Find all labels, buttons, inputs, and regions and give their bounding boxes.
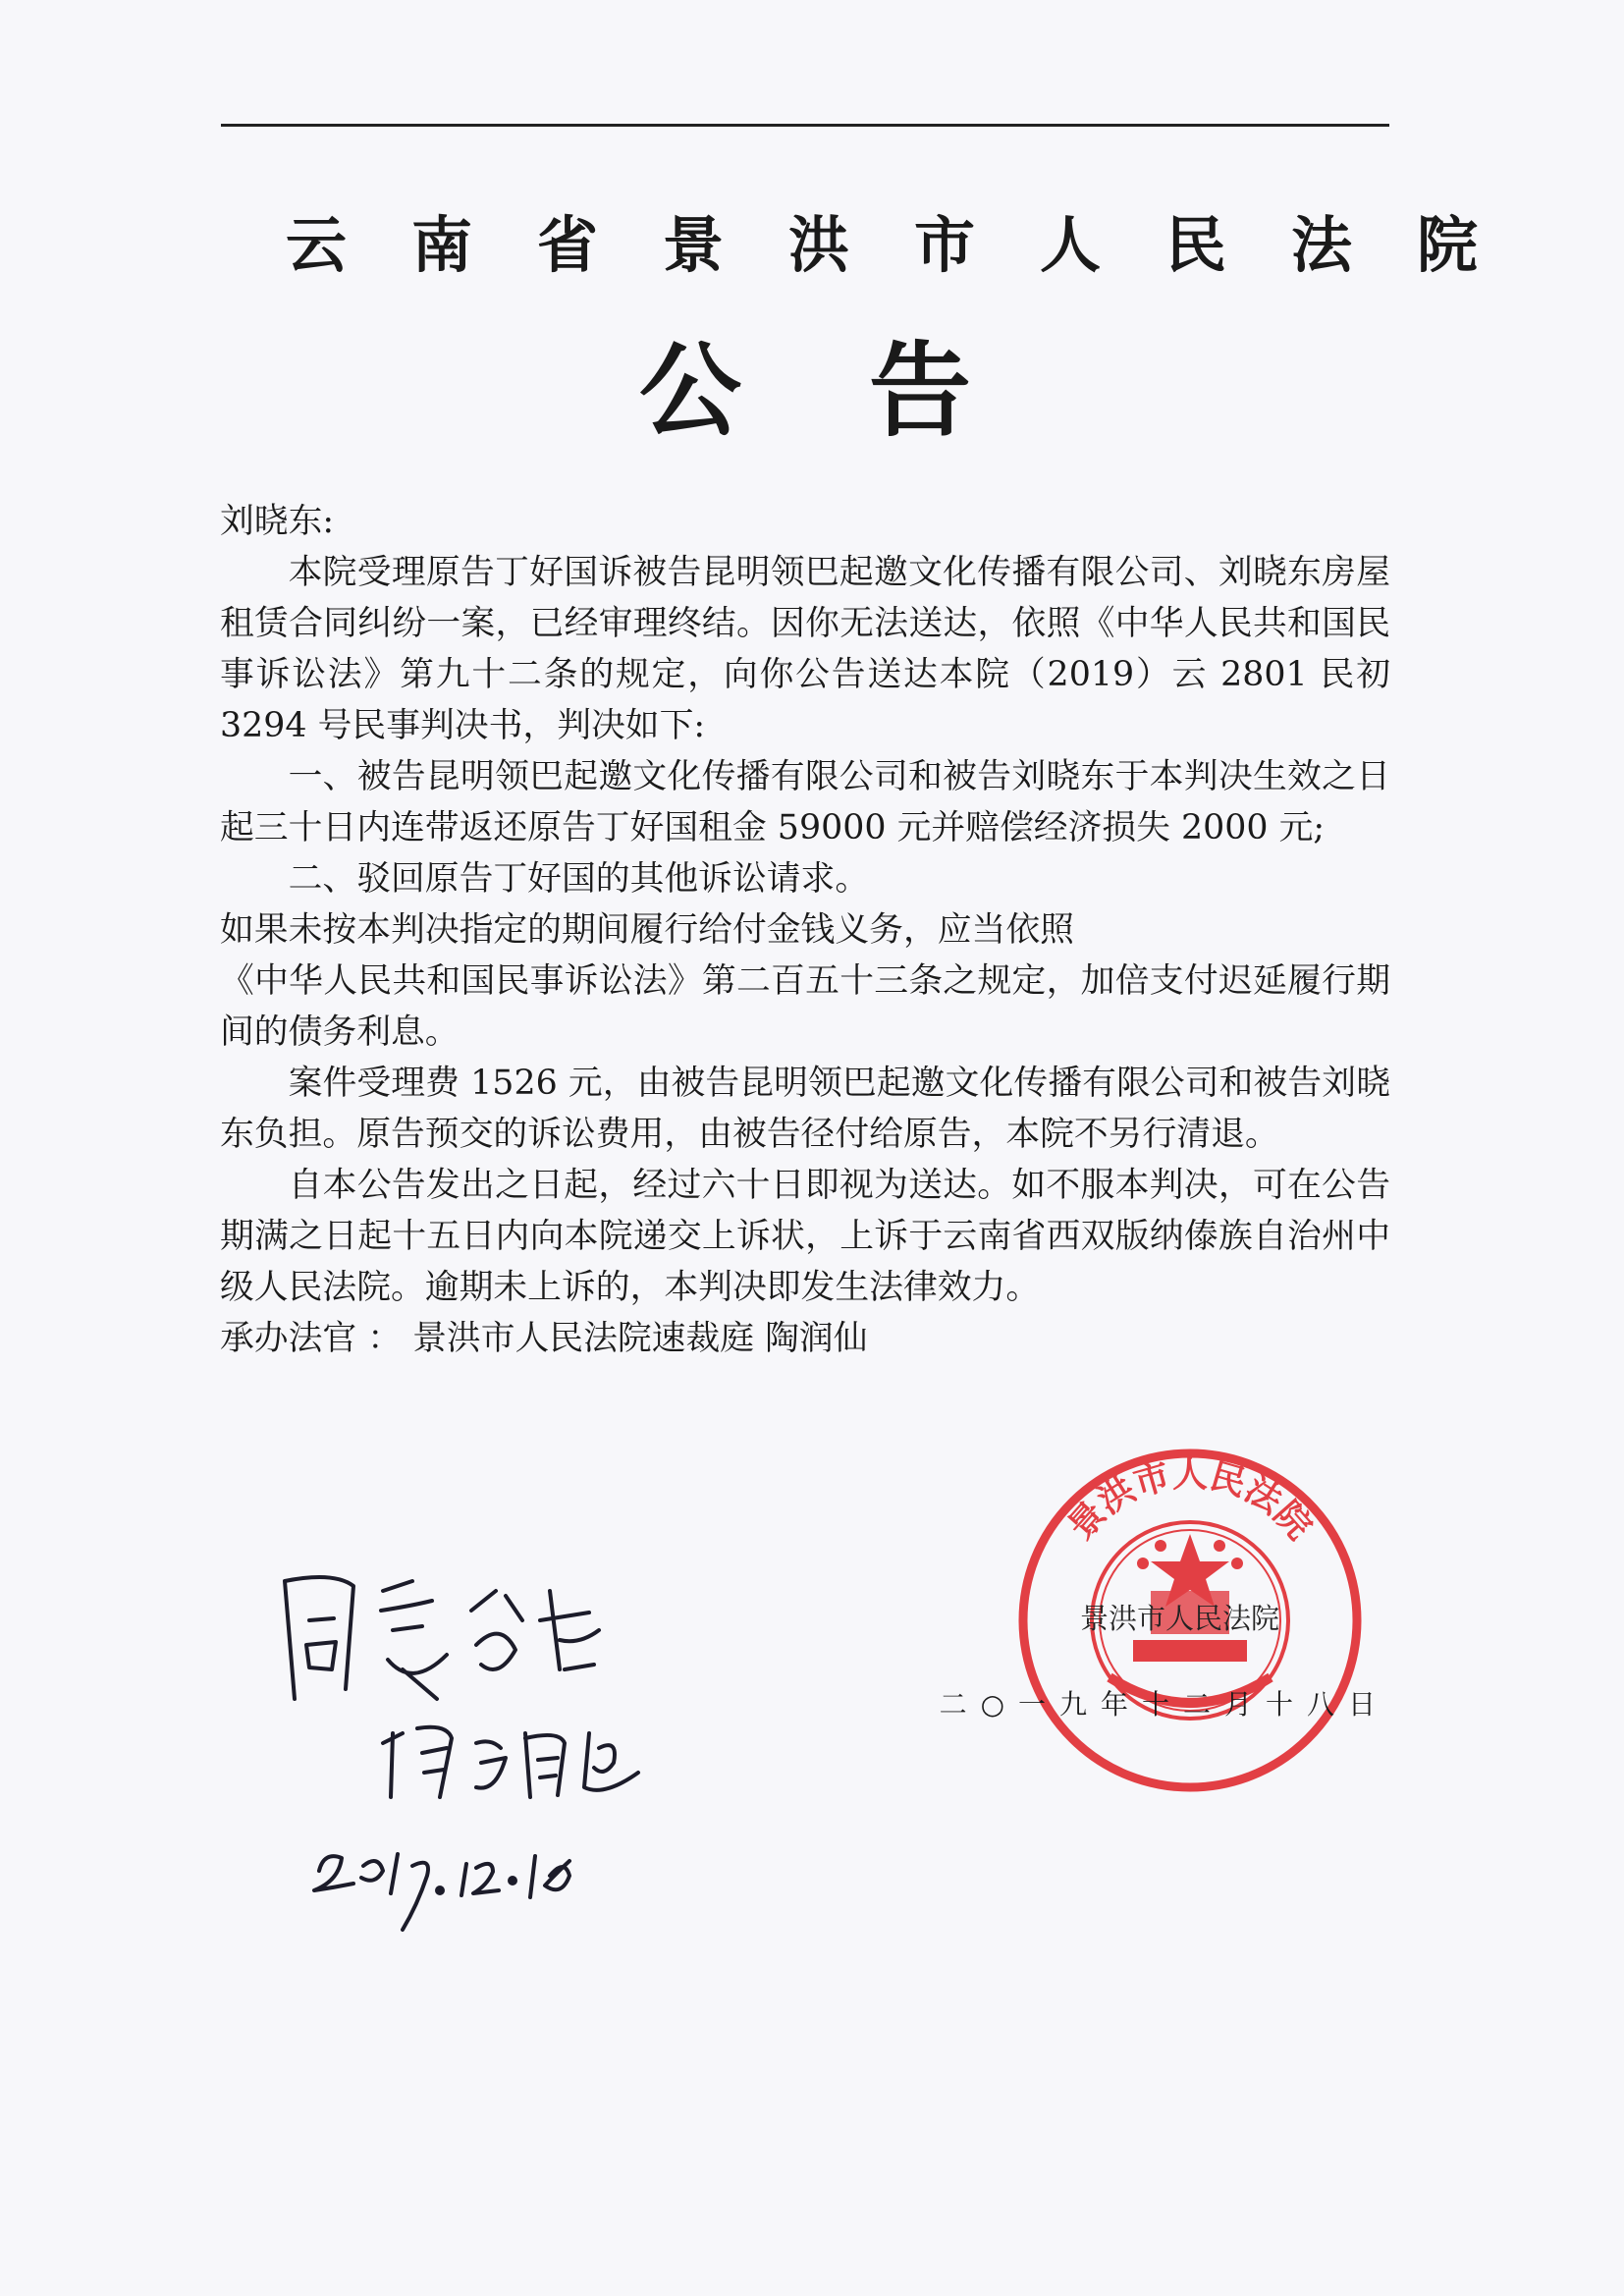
- addressee: 刘晓东:: [220, 502, 335, 541]
- court-name: 云南省景洪市人民法院: [286, 209, 1543, 281]
- seal-text: 景洪市人民法院: [1059, 1453, 1321, 1548]
- judge-line: 承办法官 ： 景洪市人民法院速裁庭 陶润仙: [220, 1319, 868, 1358]
- paragraph-judgment-2: 二、驳回原告丁好国的其他诉讼请求。: [288, 859, 870, 899]
- handwritten-approval-signature: [265, 1552, 717, 1964]
- document-title: 公告: [638, 331, 1099, 451]
- header-rule: [221, 124, 1389, 127]
- paragraph-default-clause: 如果未按本判决指定的期间履行给付金钱义务，应当依照: [220, 910, 1074, 950]
- issue-date: 二○一九年十二月十八日: [939, 1688, 1389, 1721]
- paragraph-fees: 案件受理费 1526 元，由被告昆明领巴起邀文化传播有限公司和被告刘晓东负担。原告预交的诉讼费用，由被告径付给原告，本院不另行清退。: [220, 1064, 1390, 1154]
- notice-body: [220, 496, 1390, 1364]
- paragraph-default-law: 《中华人民共和国民事诉讼法》第二百五十三条之规定，加倍支付迟延履行期间的债务利息。: [220, 961, 1390, 1052]
- svg-text:景洪市人民法院: [1060, 1453, 1321, 1547]
- paragraph-service: 自本公告发出之日起，经过六十日即视为送达。如不服本判决，可在公告期满之日起十五日内向本院递交上诉状，上诉于云南省西双版纳傣族自治州中级人民法院。逾期未上诉的，本判决即发生法律效力。: [220, 1166, 1390, 1307]
- paragraph-judgment-1: 一、被告昆明领巴起邀文化传播有限公司和被告刘晓东于本判决生效之日起三十日内连带返还原告丁好国租金 59000 元并赔偿经济损失 2000 元;: [220, 757, 1390, 847]
- court-signature: 景洪市人民法院: [1080, 1602, 1280, 1635]
- paragraph-intro: 本院受理原告丁好国诉被告昆明领巴起邀文化传播有限公司、刘晓东房屋租赁合同纠纷一案，已经审理终结。因你无法送达，依照《中华人民共和国民事诉讼法》第九十二条的规定，向你公告送达本院（2019）云 2801 民初 3294 号民事判决书，判决如下:: [220, 553, 1390, 745]
